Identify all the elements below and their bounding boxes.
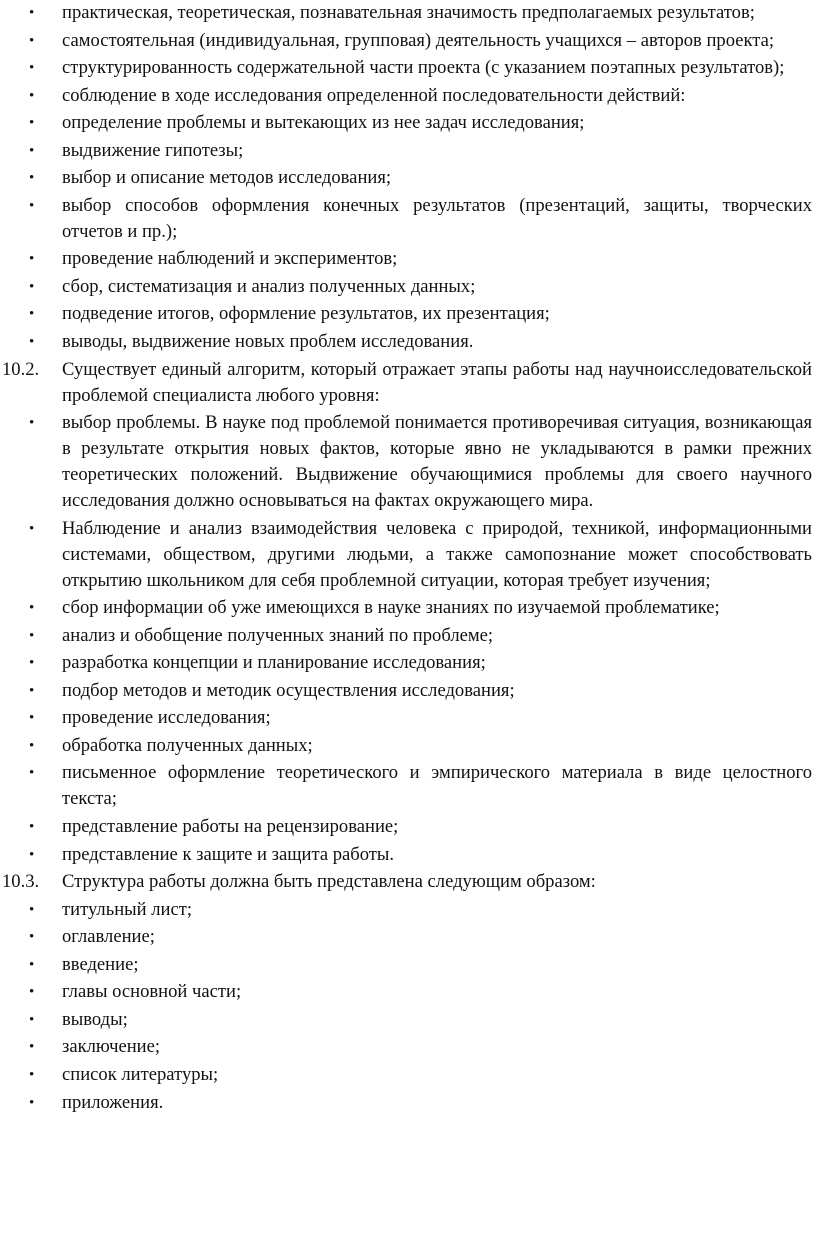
bullet-list-1: [0, 0, 816, 355]
bullet-marker: •: [29, 170, 35, 187]
list-item-text: определение проблемы и вытекающих из нее задач исследования;: [62, 112, 585, 134]
list-item-text: самостоятельная (индивидуальная, групповая) деятельность учащихся – авторов проекта;: [62, 29, 775, 51]
bullet-marker: •: [29, 737, 35, 754]
list-item-text: практическая, теоретическая, познавательная значимость предполагаемых результатов;: [62, 2, 755, 23]
bullet-marker: •: [29, 1011, 35, 1028]
section-10-3-heading: [0, 869, 816, 895]
list-item: [0, 733, 816, 759]
bullet-marker: •: [29, 32, 35, 49]
list-item-text: приложения.: [62, 1091, 164, 1113]
bullet-list-2: [0, 410, 816, 867]
list-item-text: подбор методов и методик осуществления исследования;: [62, 679, 515, 701]
bullet-marker: •: [29, 5, 35, 21]
list-item-text: оглавление;: [62, 926, 155, 948]
bullet-marker: •: [29, 984, 35, 1001]
list-item: [0, 678, 816, 704]
bullet-marker: •: [29, 197, 35, 214]
list-item-text: сбор, систематизация и анализ полученных данных;: [62, 275, 476, 297]
list-item: [0, 83, 816, 109]
bullet-marker: •: [29, 142, 35, 159]
list-item-text: представление к защите и защита работы.: [62, 843, 395, 865]
list-item-text: представление работы на рецензирование;: [62, 816, 399, 838]
list-item-text: сбор информации об уже имеющихся в науке знаниях по изучаемой проблематике;: [62, 597, 720, 619]
bullet-marker: •: [29, 1039, 35, 1056]
list-item: [0, 0, 816, 26]
list-item: [0, 842, 816, 868]
list-item: [0, 410, 816, 514]
bullet-marker: •: [29, 929, 35, 946]
list-item: [0, 274, 816, 300]
list-item-text: структурированность содержательной части проекта (с указанием поэтапных результатов);: [62, 57, 785, 79]
list-item-text: письменное оформление теоретического и эмпирического материала в виде целостного текста;: [62, 762, 812, 810]
list-item: [0, 110, 816, 136]
list-item: [0, 165, 816, 191]
list-item: [0, 28, 816, 54]
list-item: [0, 623, 816, 649]
list-item-text: выбор проблемы. В науке под проблемой понимается противоречивая ситуация, возникающая в результате открытия новых фактов, которые явно не укладываются в рамки прежних теоретических положений. Выдвижение обучающимися проблемы для своего научного исследования должно основываться на фактах окружающего мира.: [62, 412, 812, 512]
list-item-text: обработка полученных данных;: [62, 734, 313, 756]
list-item: [0, 516, 816, 594]
section-number: 10.3.: [2, 871, 40, 893]
list-item-text: соблюдение в ходе исследования определенной последовательности действий:: [62, 84, 686, 106]
list-item-text: список литературы;: [62, 1063, 219, 1085]
bullet-marker: •: [29, 846, 35, 863]
list-item: [0, 705, 816, 731]
list-item: [0, 814, 816, 840]
list-item: [0, 760, 816, 812]
bullet-marker: •: [29, 682, 35, 699]
list-item: [0, 246, 816, 272]
list-item: [0, 924, 816, 950]
bullet-marker: •: [29, 60, 35, 77]
list-item-text: выводы, выдвижение новых проблем исследования.: [62, 331, 474, 353]
bullet-marker: •: [29, 655, 35, 672]
list-item-text: выводы;: [62, 1008, 128, 1030]
list-item: [0, 1062, 816, 1088]
list-item: [0, 329, 816, 355]
bullet-marker: •: [29, 600, 35, 617]
list-item: [0, 1034, 816, 1060]
list-item: [0, 650, 816, 676]
list-item-text: выбор способов оформления конечных результатов (презентаций, защиты, творческих отчетов и пр.);: [62, 194, 812, 242]
list-item: [0, 979, 816, 1005]
bullet-marker: •: [29, 87, 35, 104]
list-item: [0, 595, 816, 621]
bullet-marker: •: [29, 415, 35, 432]
list-item-text: разработка концепции и планирование исследования;: [62, 652, 486, 674]
bullet-marker: •: [29, 251, 35, 268]
list-item-text: подведение итогов, оформление результатов, их презентация;: [62, 303, 550, 325]
bullet-marker: •: [29, 278, 35, 295]
list-item-text: Наблюдение и анализ взаимодействия человека с природой, техникой, информационными системами, обществом, другими людьми, а также самопознание может способствовать открытию школьником для себя проблемной ситуации, которая требует изучения;: [62, 517, 812, 591]
list-item: [0, 138, 816, 164]
list-item-text: главы основной части;: [62, 981, 242, 1003]
list-item-text: выдвижение гипотезы;: [62, 139, 244, 161]
bullet-marker: •: [29, 306, 35, 323]
list-item: [0, 193, 816, 245]
section-text: Существует единый алгоритм, который отражает этапы работы над научноисследовательской проблемой специалиста любого уровня:: [62, 358, 812, 406]
list-item-text: проведение наблюдений и экспериментов;: [62, 248, 398, 270]
list-item: [0, 301, 816, 327]
bullet-marker: •: [29, 1094, 35, 1111]
list-item-text: введение;: [62, 953, 139, 975]
section-text: Структура работы должна быть представлена следующим образом:: [62, 871, 596, 893]
bullet-marker: •: [29, 956, 35, 973]
bullet-marker: •: [29, 627, 35, 644]
bullet-marker: •: [29, 334, 35, 351]
list-item-text: титульный лист;: [62, 898, 193, 920]
list-item-text: анализ и обобщение полученных знаний по проблеме;: [62, 624, 494, 646]
list-item: [0, 1090, 816, 1116]
list-item-text: проведение исследования;: [62, 707, 271, 729]
list-item: [0, 1007, 816, 1033]
bullet-marker: •: [29, 710, 35, 727]
bullet-marker: •: [29, 765, 35, 782]
list-item: [0, 55, 816, 81]
bullet-marker: •: [29, 115, 35, 132]
bullet-marker: •: [29, 901, 35, 918]
list-item-text: заключение;: [62, 1036, 161, 1058]
list-item: [0, 952, 816, 978]
bullet-marker: •: [29, 520, 35, 537]
section-10-2-heading: [0, 357, 816, 409]
list-item-text: выбор и описание методов исследования;: [62, 167, 392, 189]
section-number: 10.2.: [2, 358, 40, 380]
list-item: [0, 897, 816, 923]
bullet-marker: •: [29, 1066, 35, 1083]
bullet-marker: •: [29, 819, 35, 836]
bullet-list-3: [0, 897, 816, 1116]
